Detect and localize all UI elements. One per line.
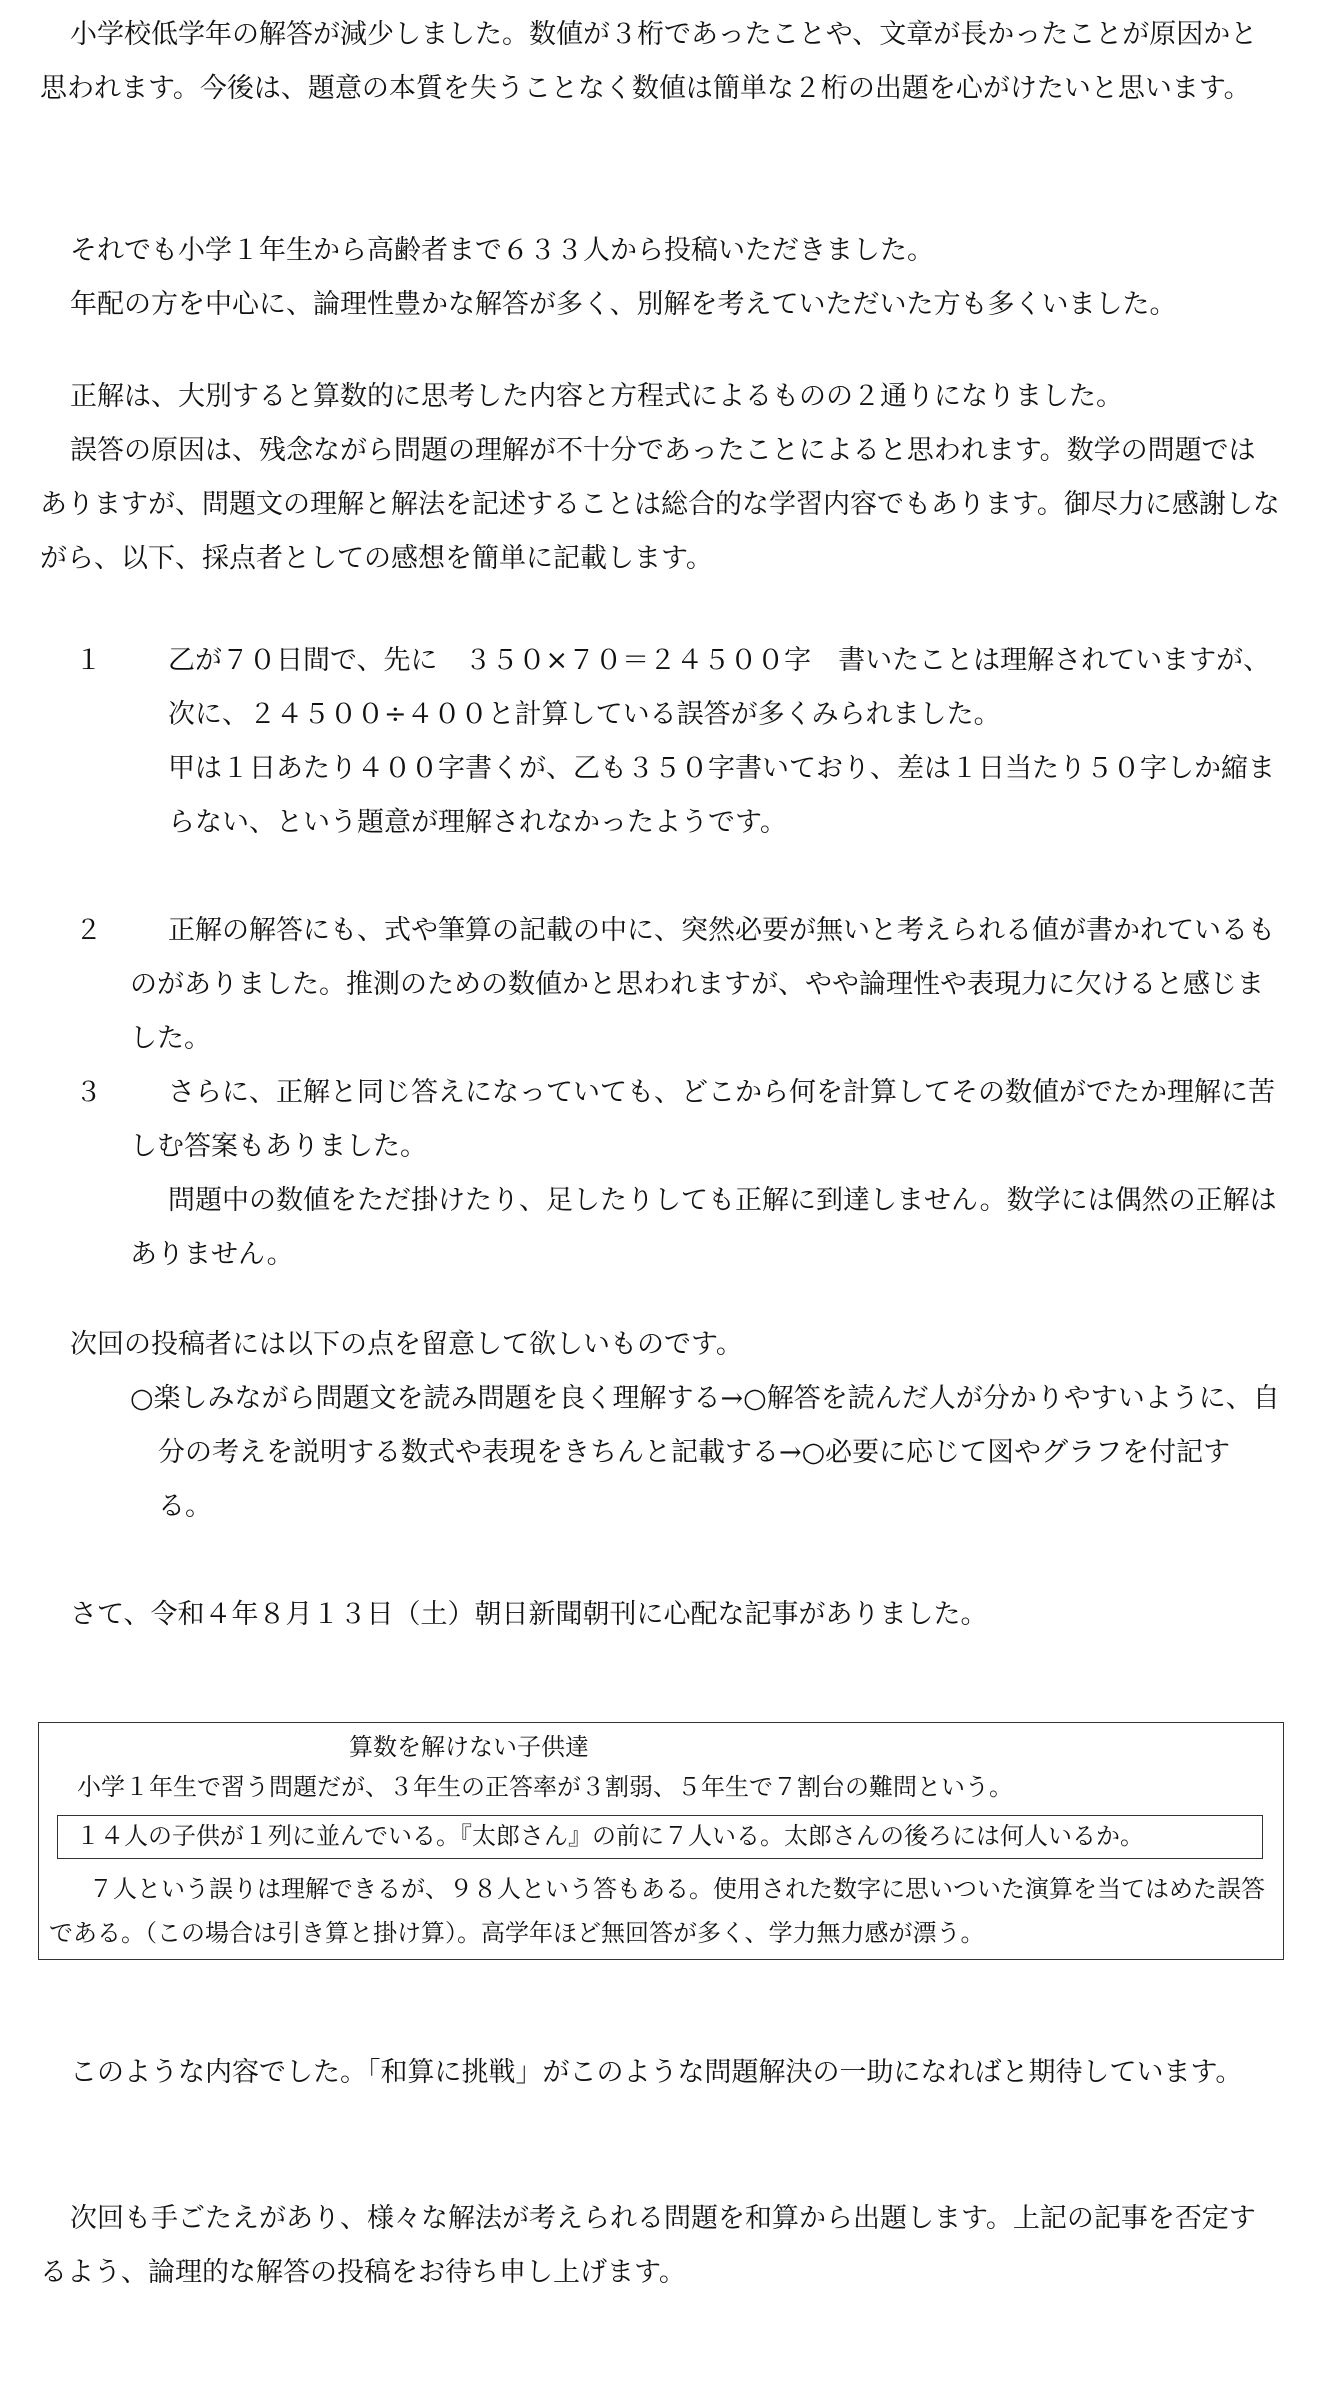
intro-paragraph-5: 誤答の原因は、残念ながら問題の理解が不十分であったことによると思われます。数学の問題ではありますが、問題文の理解と解法を記述することは総合的な学習内容でもあります。御尽力に感謝しながら、以下、採点者としての感想を簡単に記載します。 xyxy=(40,435,1280,574)
item-subtext-1: 問題中の数値をただ掛けたり、足したりしても正解に到達しません。数学には偶然の正解はありません。 xyxy=(130,1185,1277,1270)
article-body: ７人という誤りは理解できるが、９８人という答もある。使用された数字に思いついた演算を当てはめた誤答である。（この場合は引き算と掛け算）。高学年ほど無回答が多く、学力無力感が漂う。 xyxy=(49,1875,1265,1947)
article-problem: １４人の子供が１列に並んでいる。『太郎さん』の前に７人いる。太郎さんの後ろには何人いるか。 xyxy=(76,1822,1144,1850)
item-text: 乙が７０日間で、先に ３５０×７０＝２４５００字 書いたことは理解されていますが、 xyxy=(168,645,1271,676)
article-problem-box xyxy=(57,1815,1263,1859)
intro-paragraph-4: 正解は、大別すると算数的に思考した内容と方程式によるものの２通りになりました。 xyxy=(70,381,1123,412)
intro-paragraph-3: 年配の方を中心に、論理性豊かな解答が多く、別解を考えていただいた方も多くいました。 xyxy=(70,289,1177,320)
article-intro: さて、令和４年８月１３日（土）朝日新聞朝刊に心配な記事がありました。 xyxy=(70,1599,988,1630)
intro-paragraph-2: それでも小学１年生から高齢者まで６３３人から投稿いただきました。 xyxy=(70,235,934,266)
item-text: 正解の解答にも、式や筆算の記載の中に、突然必要が無いと考えられる値が書かれているものがありました。推測のための数値かと思われますが、やや論理性や表現力に欠けると感じました。 xyxy=(130,915,1275,1054)
article-title: 算数を解けない子供達 xyxy=(349,1733,589,1761)
comment-item-1 xyxy=(75,634,1280,850)
advice-points-text: ○楽しみながら問題文を読み問題を良く理解する→○解答を読んだ人が分かりやすいように、自分の考えを説明する数式や表現をきちんと記載する→○必要に応じて図やグラフを付記する。 xyxy=(130,1383,1280,1522)
advice-points xyxy=(130,1372,1280,1534)
advice-lead: 次回の投稿者には以下の点を留意して欲しいものです。 xyxy=(70,1329,743,1360)
item-text: さらに、正解と同じ答えになっていても、どこから何を計算してその数値がでたか理解に苦しむ答案もありました。 xyxy=(130,1077,1275,1162)
comment-item-3 xyxy=(75,1066,1280,1282)
closing-paragraph-2: 次回も手ごたえがあり、様々な解法が考えられる問題を和算から出題します。上記の記事を否定するよう、論理的な解答の投稿をお待ち申し上げます。 xyxy=(40,2203,1256,2288)
article-intro-line: 小学１年生で習う問題だが、３年生の正答率が３割弱、５年生で７割台の難問という。 xyxy=(77,1773,1013,1801)
item-subtext-2: 甲は１日あたり４００字書くが、乙も３５０字書いており、差は１日当たり５０字しか縮まらない、という題意が理解されなかったようです。 xyxy=(168,753,1275,838)
item-subtext-1: 次に、２４５００÷４００と計算している誤答が多くみられました。 xyxy=(168,699,1001,730)
item-number: ２ xyxy=(75,915,102,946)
item-number: ３ xyxy=(75,1077,102,1108)
intro-paragraph-1: 小学校低学年の解答が減少しました。数値が３桁であったことや、文章が長かったことが原因かと思われます。今後は、題意の本質を失うことなく数値は簡単な２桁の出題を心がけたいと思います。 xyxy=(40,19,1258,104)
article-box xyxy=(38,1722,1284,1960)
item-number: １ xyxy=(75,645,102,676)
closing-paragraph-1: このような内容でした。「和算に挑戦」がこのような問題解決の一助になればと期待しています。 xyxy=(70,2057,1243,2088)
comment-item-2 xyxy=(75,904,1280,1066)
